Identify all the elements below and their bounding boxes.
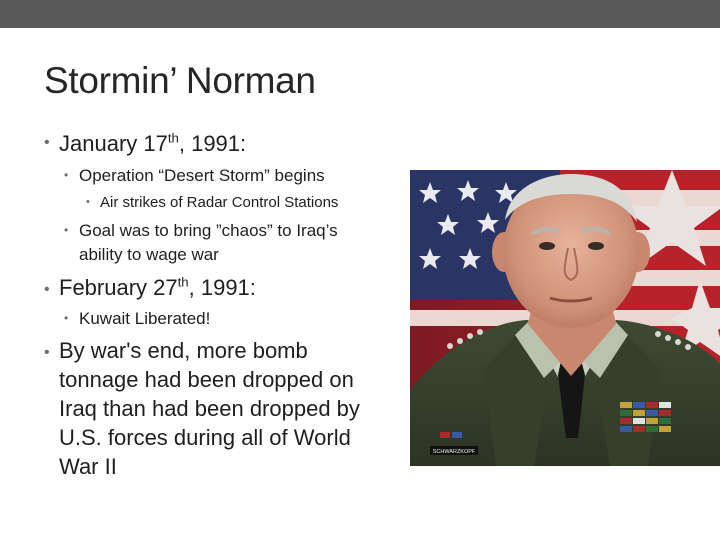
bullet-marker: • [64, 168, 69, 182]
slide-title: Stormin’ Norman [44, 60, 316, 101]
bullet-sup: th [167, 130, 179, 146]
bullet-marker: • [44, 281, 50, 298]
bullet-tonnage-line2: tonnage had been dropped on [59, 367, 354, 392]
bullet-kuwait: Kuwait Liberated! [79, 309, 211, 328]
portrait-illustration [410, 170, 720, 466]
bullet-text: January 17 [59, 131, 168, 156]
bullet-tonnage-line3: Iraq than had been dropped by [59, 396, 360, 421]
top-bar [0, 0, 720, 28]
bullet-marker: • [64, 311, 69, 325]
bullet-marker: • [44, 344, 50, 361]
bullet-tail: , 1991: [178, 131, 247, 156]
bullet-desert-storm: Operation “Desert Storm” begins [79, 166, 325, 185]
bullet-tonnage-line1: By war's end, more bomb [59, 338, 308, 363]
bullet-air-strikes: Air strikes of Radar Control Stations [100, 194, 339, 211]
bullet-january [59, 131, 246, 157]
bullet-marker: • [86, 196, 90, 208]
bullet-marker: • [64, 223, 69, 237]
bullet-marker: • [44, 134, 50, 151]
bullet-text: February 27 [59, 275, 178, 300]
portrait-photo [410, 170, 720, 466]
nameplate-text: SCHWARZKOPF [432, 449, 476, 455]
bullet-tonnage-line5: War II [59, 454, 117, 479]
bullet-tail: , 1991: [188, 275, 256, 300]
bullet-goal-line1: Goal was to bring ”chaos” to Iraq’s [79, 221, 338, 240]
bullet-goal-line2: ability to wage war [79, 245, 219, 264]
bullet-sup: th [177, 274, 189, 290]
bullet-february [59, 275, 256, 301]
bullet-tonnage-line4: U.S. forces during all of World [59, 425, 351, 450]
